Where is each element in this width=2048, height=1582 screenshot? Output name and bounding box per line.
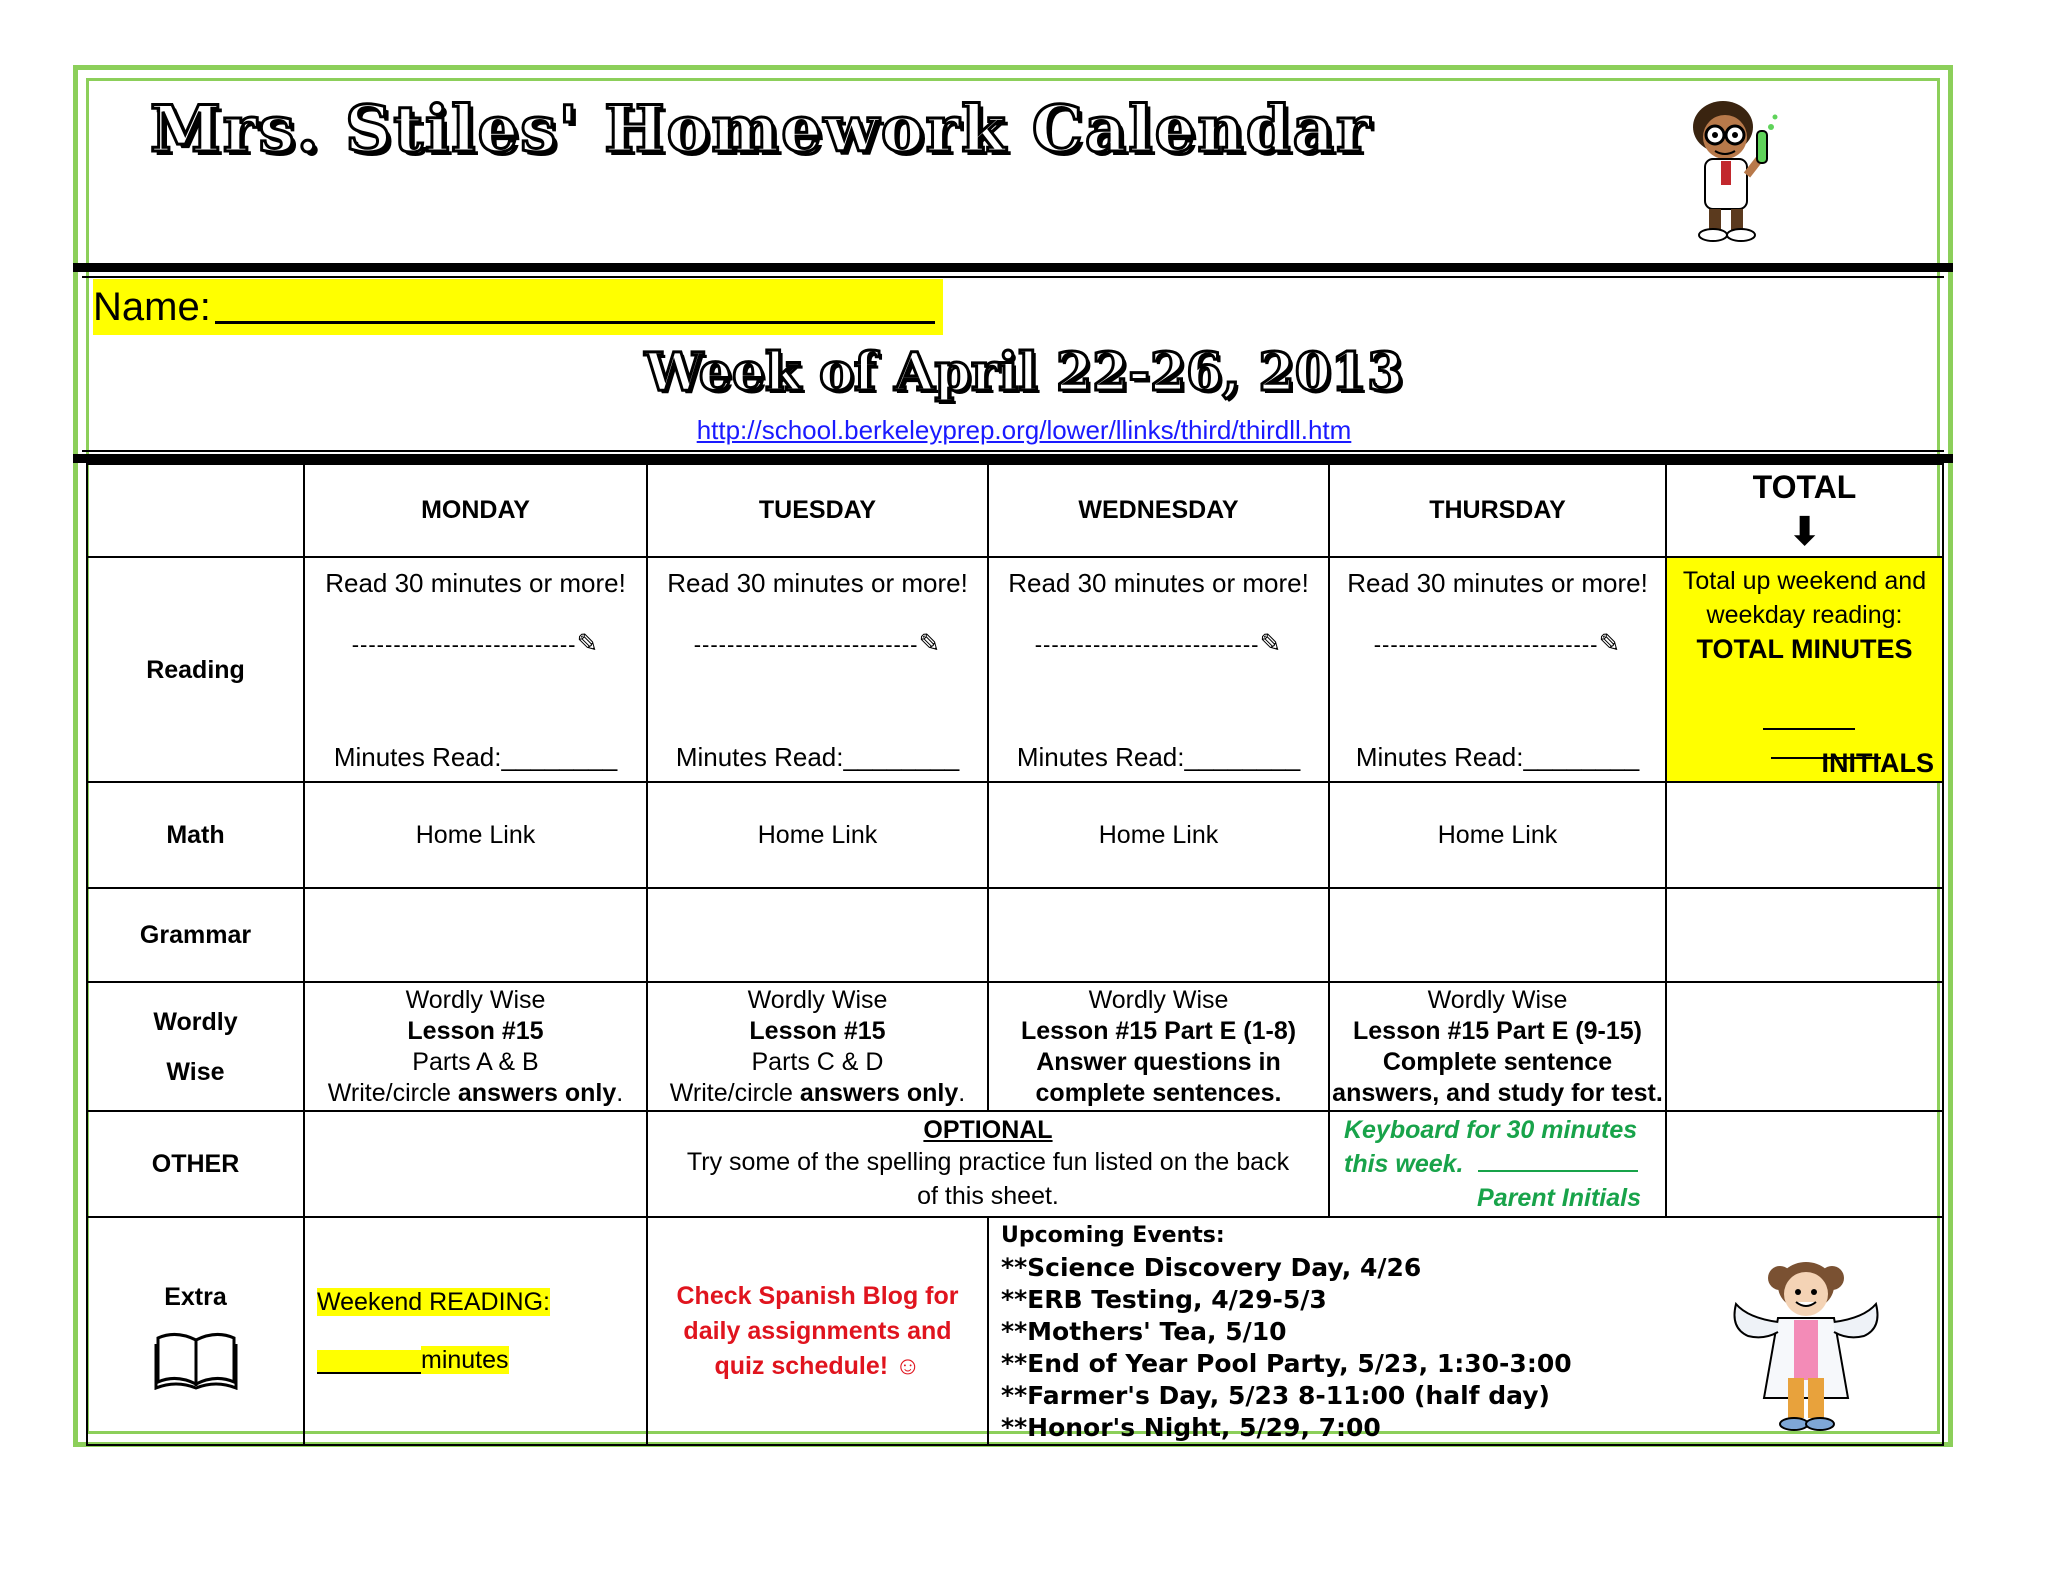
- header-divider-top: [73, 263, 1953, 272]
- header-divider-top-thin: [82, 276, 1944, 278]
- day-header-monday: MONDAY: [304, 464, 647, 557]
- header-divider-bottom-thin: [82, 450, 1944, 452]
- total-reading-cell: [1666, 557, 1943, 782]
- boy-scientist-clipart: [1675, 95, 1795, 245]
- event-item: **ERB Testing, 4/29-5/3: [1001, 1285, 1327, 1314]
- row-label-other: OTHER: [87, 1111, 304, 1217]
- row-label-reading: Reading: [87, 557, 304, 782]
- arrow-down-icon: ⬇: [1787, 510, 1822, 554]
- row-label-wordly-wise: Wordly Wise: [87, 982, 304, 1111]
- math-cell-total: [1666, 782, 1943, 888]
- reading-row: [87, 557, 1943, 782]
- minutes-read-field[interactable]: Minutes Read:________: [1016, 742, 1301, 772]
- weekend-minutes-label: minutes: [421, 1345, 509, 1374]
- girl-scientist-clipart: [1718, 1248, 1894, 1436]
- other-cell-total: [1666, 1111, 1943, 1217]
- homework-table: [86, 463, 1944, 1446]
- reading-cell-monday: [304, 557, 647, 782]
- table-header-row: [87, 464, 1943, 557]
- wordly-cell-tuesday: Wordly Wise Lesson #15 Parts C & D Write/circle answers only.: [647, 982, 988, 1111]
- row-label-grammar: Grammar: [87, 888, 304, 982]
- day-header-thursday: THURSDAY: [1329, 464, 1666, 557]
- day-header-tuesday: TUESDAY: [647, 464, 988, 557]
- math-cell-wednesday: Home Link: [988, 782, 1329, 888]
- reading-prompt: Read 30 minutes or more!: [325, 568, 626, 598]
- event-item: **Mothers' Tea, 5/10: [1001, 1317, 1287, 1346]
- open-book-icon: [154, 1330, 238, 1390]
- reading-prompt: Read 30 minutes or more!: [1347, 568, 1648, 598]
- grammar-row: [87, 888, 1943, 982]
- minutes-read-field[interactable]: Minutes Read:________: [333, 742, 618, 772]
- weekend-reading-cell: [304, 1217, 647, 1445]
- optional-title: OPTIONAL: [923, 1115, 1053, 1144]
- keyboard-cell: Keyboard for 30 minutes this week. Parent Initials: [1329, 1111, 1666, 1217]
- reading-cell-thursday: [1329, 557, 1666, 782]
- wordly-wise-row: [87, 982, 1943, 1111]
- total-minutes-label: TOTAL MINUTES: [1696, 634, 1913, 664]
- math-cell-tuesday: Home Link: [647, 782, 988, 888]
- spanish-blog-cell: Check Spanish Blog for daily assignments and quiz schedule! ☺: [647, 1217, 988, 1445]
- total-header: [1666, 464, 1943, 557]
- page-title: Mrs. Stiles' Homework Calendar: [150, 92, 1372, 167]
- total-reading-instructions: Total up weekend and weekday reading:: [1682, 567, 1927, 629]
- wordly-cell-total: [1666, 982, 1943, 1111]
- grammar-cell-thursday: [1329, 888, 1666, 982]
- minutes-read-field[interactable]: Minutes Read:________: [675, 742, 960, 772]
- extra-row: [87, 1217, 1943, 1445]
- parent-initials-blank[interactable]: [1478, 1150, 1638, 1172]
- event-item: **Farmer's Day, 5/23 8-11:00 (half day): [1001, 1381, 1550, 1410]
- reading-cell-wednesday: [988, 557, 1329, 782]
- total-minutes-blank[interactable]: [1763, 708, 1855, 730]
- weekend-reading-label: Weekend READING:: [317, 1287, 550, 1316]
- parent-initials-label: Parent Initials: [1477, 1184, 1641, 1212]
- optional-text: Try some of the spelling practice fun listed on the back of this sheet.: [686, 1147, 1290, 1210]
- event-item: **Science Discovery Day, 4/26: [1001, 1253, 1422, 1282]
- grammar-cell-wednesday: [988, 888, 1329, 982]
- initials-label: INITIALS: [1821, 748, 1934, 778]
- math-row: [87, 782, 1943, 888]
- name-label: Name:: [93, 285, 211, 329]
- weekend-minutes-blank[interactable]: [317, 1350, 421, 1374]
- total-label: TOTAL: [1752, 469, 1857, 505]
- reading-dash-line: ---------------------------✎: [351, 628, 600, 658]
- optional-cell: [647, 1111, 1329, 1217]
- wordly-cell-wednesday: Wordly Wise Lesson #15 Part E (1-8) Answer questions in complete sentences.: [988, 982, 1329, 1111]
- events-title: Upcoming Events:: [1001, 1223, 1225, 1248]
- class-link[interactable]: http://school.berkeleyprep.org/lower/llinks/third/thirdll.htm: [696, 415, 1352, 445]
- row-label-extra: Extra: [87, 1217, 304, 1445]
- wordly-cell-thursday: Wordly Wise Lesson #15 Part E (9-15) Complete sentence answers, and study for test.: [1329, 982, 1666, 1111]
- grammar-cell-monday: [304, 888, 647, 982]
- day-header-wednesday: WEDNESDAY: [988, 464, 1329, 557]
- reading-cell-tuesday: [647, 557, 988, 782]
- corner-cell: [87, 464, 304, 557]
- name-field[interactable]: [93, 279, 943, 335]
- name-blank-line: [215, 281, 935, 324]
- reading-dash-line: ---------------------------✎: [1373, 628, 1622, 658]
- wordly-cell-monday: Wordly Wise Lesson #15 Parts A & B Write/circle answers only.: [304, 982, 647, 1111]
- pencil-icon: ✎: [1598, 628, 1622, 658]
- reading-dash-line: ---------------------------✎: [693, 628, 942, 658]
- grammar-cell-total: [1666, 888, 1943, 982]
- other-cell-monday: [304, 1111, 647, 1217]
- pencil-icon: ✎: [1259, 628, 1283, 658]
- minutes-read-field[interactable]: Minutes Read:________: [1355, 742, 1640, 772]
- event-item: **Honor's Night, 5/29, 7:00: [1001, 1413, 1381, 1442]
- reading-prompt: Read 30 minutes or more!: [667, 568, 968, 598]
- row-label-math: Math: [87, 782, 304, 888]
- math-cell-thursday: Home Link: [1329, 782, 1666, 888]
- header-divider-bottom: [73, 454, 1953, 463]
- pencil-icon: ✎: [576, 628, 600, 658]
- math-cell-monday: Home Link: [304, 782, 647, 888]
- other-row: [87, 1111, 1943, 1217]
- reading-dash-line: ---------------------------✎: [1034, 628, 1283, 658]
- reading-prompt: Read 30 minutes or more!: [1008, 568, 1309, 598]
- pencil-icon: ✎: [918, 628, 942, 658]
- grammar-cell-tuesday: [647, 888, 988, 982]
- week-heading: Week of April 22-26, 2013: [644, 342, 1404, 403]
- event-item: **End of Year Pool Party, 5/23, 1:30-3:00: [1001, 1349, 1572, 1378]
